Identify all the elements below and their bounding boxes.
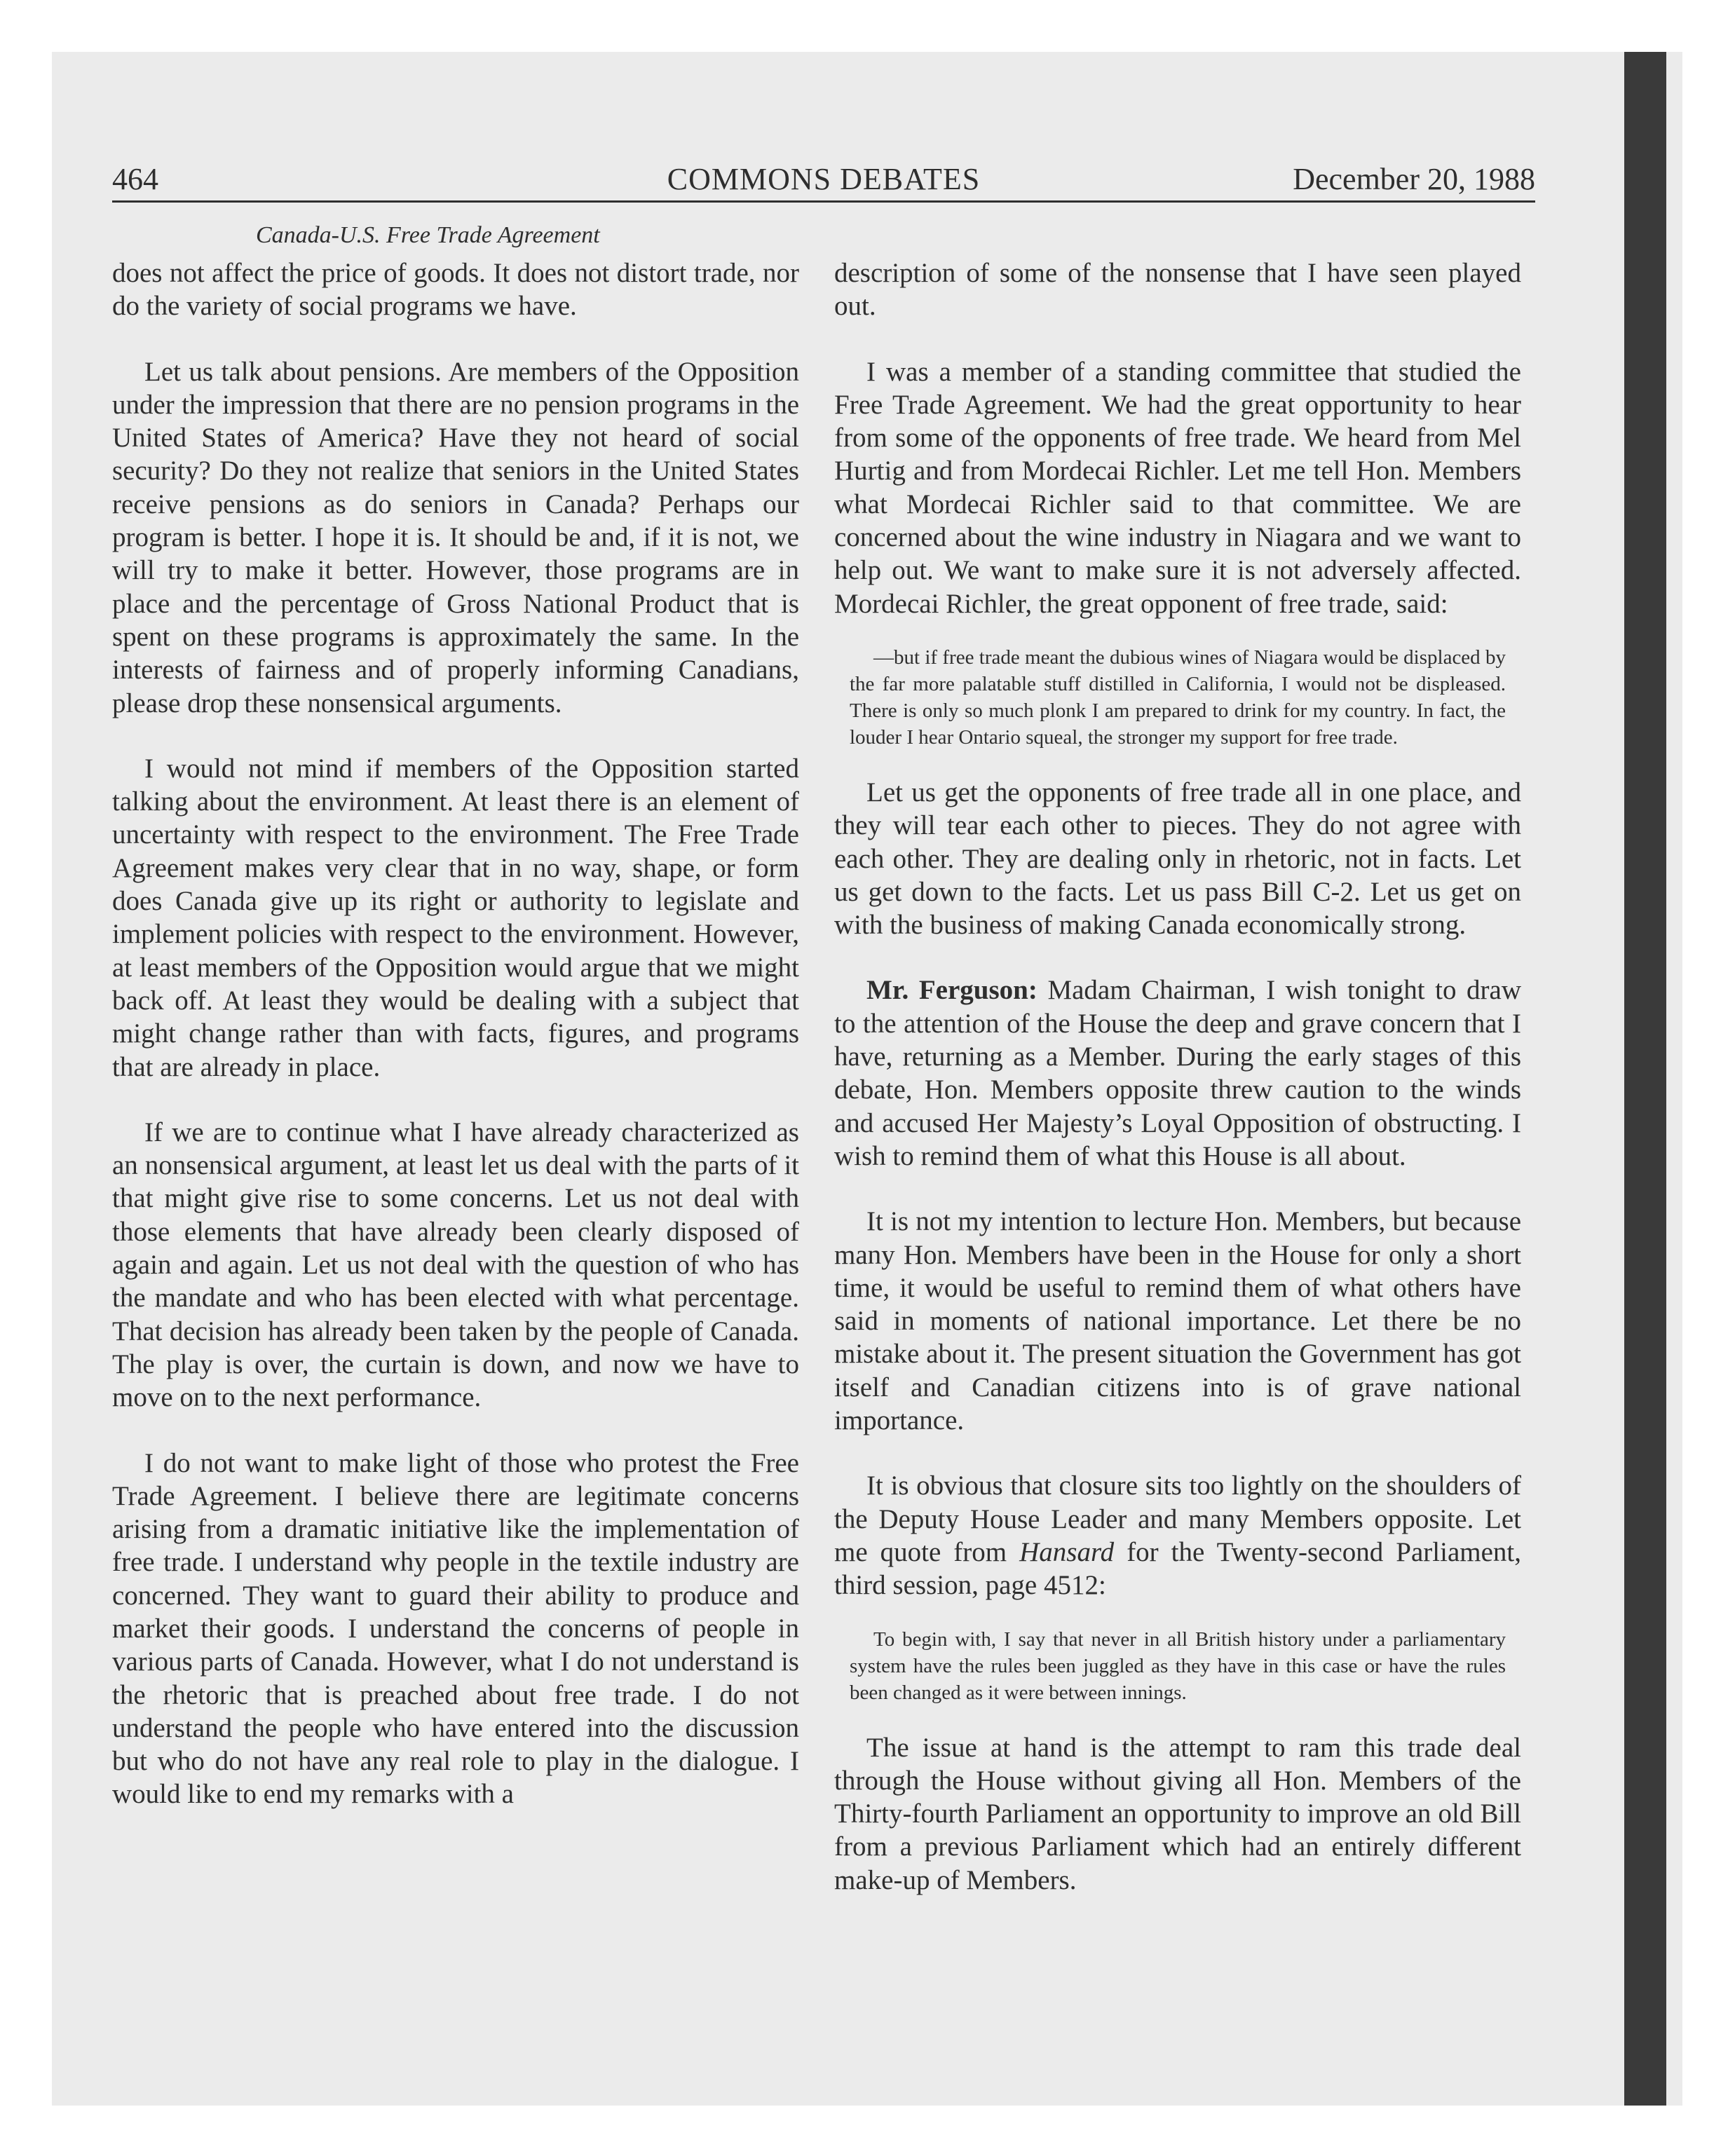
paragraph: If we are to continue what I have already characterized as an nonsensical argument, at least let us deal with the parts of it that might give rise to some concerns. Let us not deal with those elements that have already been clearly disposed of again and again. Let us not deal with the question of who has the mandate and who has been elected with what percentage. That decision has already been taken by the people of Canada. The play is over, the curtain is down, and now we have to move on to the next performance. [112,1117,799,1413]
speaker-name: Mr. Ferguson: [866,975,1037,1006]
block-quote: To begin with, I say that never in all British history under a parliamentary system have the rules been juggled as they have in this case or have the rules been changed as it were between innings. [850,1628,1506,1704]
paragraph: I was a member of a standing committee that studied the Free Trade Agreement. We had the great opportunity to hear from some of the opponents of free trade. We heard from Mel Hurtig and from Mordecai Richler. Let me tell Hon. Members what Mordecai Richler said to that committee. We are concerned about the wine industry in Niagara and we want to help out. We want to make sure it is not adversely affected. Mordecai Richler, the great opponent of free trade, said: [834,356,1521,619]
speech-paragraph [834,974,1521,1173]
running-header [112,158,1535,203]
paragraph: does not affect the price of goods. It does not distort trade, nor do the variety of social programs we have. [112,258,799,322]
paragraph-text: for the Twenty-second Parliament, third session, page 4512: [834,1536,1521,1601]
paragraph: I do not want to make light of those who protest the Free Trade Agreement. I believe there are legitimate concerns arising from a dramatic initiative like the implementation of free trade. I understand why people in the textile industry are concerned. They want to guard their ability to produce and market their goods. I understand the concerns of people in various parts of Canada. However, what I do not understand is the rhetoric that is preached about free trade. I do not understand the people who have entered into the discussion but who do not have any real role to play in the dialogue. I would like to end my remarks with a [112,1447,799,1810]
document-page [112,158,1535,1895]
paragraph: Let us get the opponents of free trade all in one place, and they will tear each other to pieces. They do not agree with each other. They are dealing only in rhetoric, not in facts. Let us get down to the facts. Let us pass Bill C-2. Let us get on with the business of making Canada economically strong. [834,777,1521,941]
left-column [112,257,799,1843]
paragraph: The issue at hand is the attempt to ram this trade deal through the House without giving all Hon. Members of the Thirty-fourth Parliament an opportunity to improve an old Bill from a previous Parliament which had an entirely different make-up of Members. [834,1732,1521,1895]
journal-title: COMMONS DEBATES [667,162,981,196]
sitting-date: December 20, 1988 [1293,162,1535,196]
paragraph: It is not my intention to lecture Hon. Members, but because many Hon. Members have been in the House for only a short time, it would be useful to remind them of what others have said in moments of national importance. Let there be no mistake about it. The present situation the Government has got itself and Canadian citizens into is of grave national importance. [834,1206,1521,1436]
speech-text: Madam Chairman, I wish tonight to draw to the attention of the House the deep and grave concern that I have, returning as a Member. During the early stages of this debate, Hon. Members opposite threw caution to the winds and accused Her Majesty’s Loyal Opposition of obstructing. I wish to remind them of what this House is all about. [834,975,1522,1171]
right-column [834,257,1521,1929]
cited-publication: Hansard [1019,1536,1115,1567]
paragraph-text: It is obvious that closure sits too lightly on the shoulders of the Deputy House Leader and many Members opposite. Let me quote from [834,1471,1521,1567]
scan-edge-shadow [1624,52,1666,2106]
paragraph: I would not mind if members of the Opposition started talking about the environment. At least there is an element of uncertainty with respect to the environment. The Free Trade Agreement makes very clear that in no way, shape, or form does Canada give up its right or authority to legislate and implement policies with respect to the environment. However, at least members of the Opposition would argue that we might back off. At least they would be dealing with a subject that might change rather than with facts, figures, and programs that are already in place. [112,753,799,1082]
block-quote: —but if free trade meant the dubious wines of Niagara would be displaced by the far more palatable stuff distilled in California, I would not be displeased. There is only so much plonk I am prepared to drink for my country. In fact, the louder I hear Ontario squeal, the stronger my support for free trade. [850,646,1506,749]
section-title: Canada-U.S. Free Trade Agreement [256,222,600,248]
paragraph: description of some of the nonsense that I have seen played out. [834,258,1521,322]
paragraph [834,1469,1521,1602]
page-number: 464 [112,162,158,196]
paragraph: Let us talk about pensions. Are members of the Opposition under the impression that there are no pension programs in the United States of America? Have they not heard of social security? Do they not realize that seniors in the United States receive pensions as do seniors in Canada? Perhaps our program is better. I hope it is. It should be and, if it is not, we will try to make it better. However, those programs are in place and the percentage of Gross National Product that is spent on these programs is approximately the same. In the interests of fairness and of properly informing Canadians, please drop these nonsensical arguments. [112,356,799,718]
